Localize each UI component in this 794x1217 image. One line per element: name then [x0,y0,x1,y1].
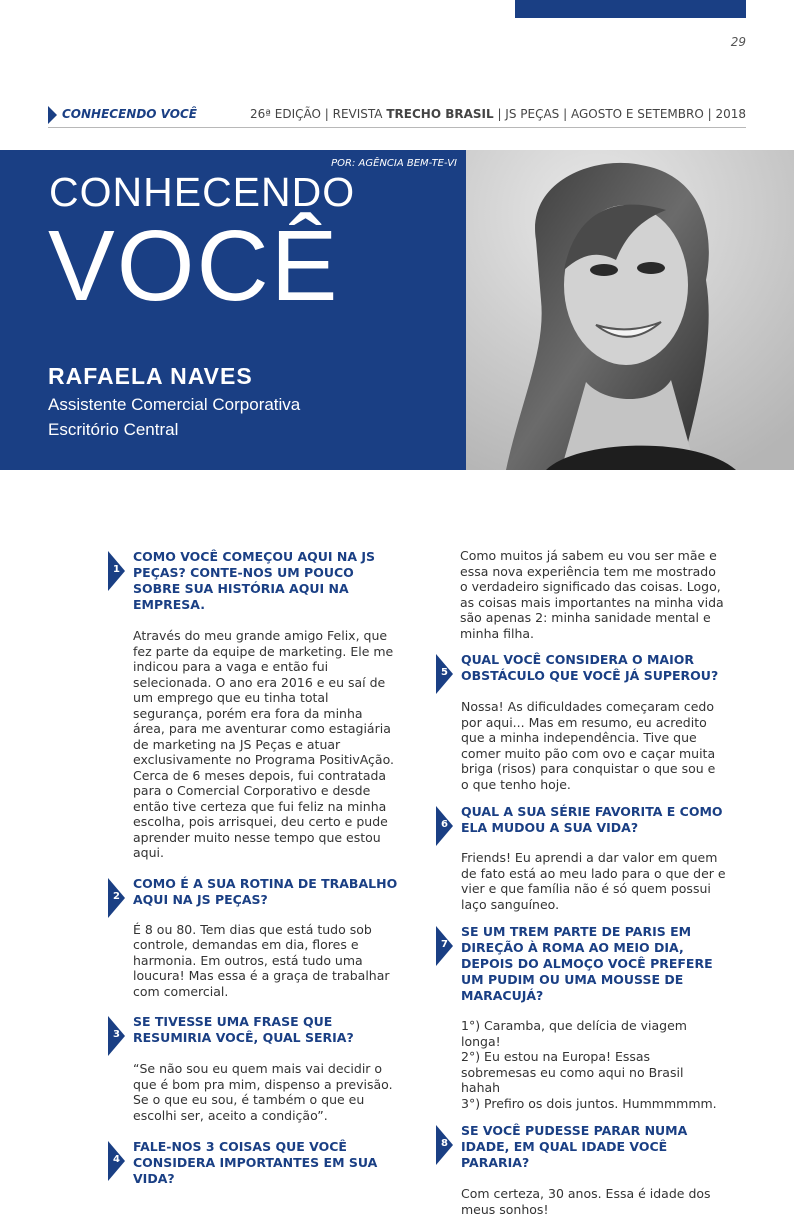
question-4: 4 FALE-NOS 3 COISAS QUE VOCÊ CONSIDERA IMPORTANTES EM SUA VIDA? [108,1139,398,1187]
edition-info: 26ª EDIÇÃO | REVISTA TRECHO BRASIL | JS PEÇAS | AGOSTO E SETEMBRO | 2018 [250,107,746,121]
answer-7-line: 3°) Prefiro os dois juntos. Hummmmmm. [461,1095,717,1111]
running-header [48,104,746,126]
answer-5: Nossa! As dificuldades começaram cedo por aqui... Mas em resumo, eu acredito que a minha independência. Tive que comer muito pão com ovo e caçar muita briga (risos) para conquistar o que sou e o que tenho hoje. [461,699,716,792]
question-8: 8 SE VOCÊ PUDESSE PARAR NUMA IDADE, EM QUAL IDADE VOCÊ PARARIA? [436,1123,726,1171]
author-credit: POR: AGÊNCIA BEM-TE-VI [331,158,457,169]
role-line-2: Escritório Central [48,420,179,439]
column-right [436,548,726,1217]
interviewee-name: RAFAELA NAVES [48,363,253,389]
answer-1: Através do meu grande amigo Felix, que fez parte da equipe de marketing. Ele me indicou para a vaga e então fui selecionada. O ano era 2016 e eu saí de um emprego que eu tinha total segurança, porém era fora da minha área, para me aventurar como estagiária de marketing na JS Peças e atuar exclusivamente no Programa PositivAção. Cerca de 6 meses depois, fui contratada para o Comercial Corporativo e desde então tive certeza que fui feliz na minha escolha, pois arrisquei, deu certo e pude aprender muito nesse tempo que estou aqui. [133,628,394,860]
header-divider [48,127,746,128]
question-5: 5 QUAL VOCÊ CONSIDERA O MAIOR OBSTÁCULO QUE VOCÊ JÁ SUPEROU? [436,652,726,684]
page-number: 29 [730,35,746,49]
interviewee-role [48,392,300,442]
question-3: 3 SE TIVESSE UMA FRASE QUE RESUMIRIA VOCÊ, QUAL SERIA? [108,1014,398,1046]
column-left [108,549,398,1187]
top-accent-bar [515,0,746,18]
portrait-illustration [466,150,794,470]
answer-6: Friends! Eu aprendi a dar valor em quem de fato está ao meu lado para o que der e vier e que família não é só quem possui laço sanguíneo. [461,850,726,912]
role-line-1: Assistente Comercial Corporativa [48,395,301,414]
answer-7 [436,1018,726,1111]
title-line-1: CONHECENDO [49,169,356,215]
portrait-photo [466,150,794,470]
answer-4: Como muitos já sabem eu vou ser mãe e essa nova experiência tem me mostrado o verdadeiro significado das coisas. Logo, as coisas mais importantes na minha vida são apenas 2: minha sanidade mental e minha filha. [460,548,724,641]
question-2: 2 COMO É A SUA ROTINA DE TRABALHO AQUI NA JS PEÇAS? [108,876,398,908]
section-label: CONHECENDO VOCÊ [62,107,197,121]
question-6: 6 QUAL A SUA SÉRIE FAVORITA E COMO ELA MUDOU A SUA VIDA? [436,804,726,836]
answer-8: Com certeza, 30 anos. Essa é idade dos meus sonhos! [461,1186,711,1217]
section-arrow-icon [48,106,57,124]
answer-3: “Se não sou eu quem mais vai decidir o que é bom pra mim, dispenso a previsão. Se o que eu sou, é também o que eu escolhi ser, aceito a condição”. [133,1061,393,1123]
title-line-2: VOCÊ [48,210,340,322]
question-1: 1 COMO VOCÊ COMEÇOU AQUI NA JS PEÇAS? CONTE-NOS UM POUCO SOBRE SUA HISTÓRIA AQUI NA EMPRESA. [108,549,398,613]
answer-2: É 8 ou 80. Tem dias que está tudo sob controle, demandas em dia, flores e harmonia. Em outros, está tudo uma loucura! Mas essa é a graça de trabalhar com comercial. [133,921,390,999]
answer-7-line: 2°) Eu estou na Europa! Essas sobremesas eu como aqui no Brasil hahah [461,1049,684,1095]
answer-7-line: 1°) Caramba, que delícia de viagem longa! [461,1018,687,1049]
question-7: 7 SE UM TREM PARTE DE PARIS EM DIREÇÃO À ROMA AO MEIO DIA, DEPOIS DO ALMOÇO VOCÊ PREFERE UM PUDIM OU UMA MOUSSE DE MARACUJÁ? [436,924,726,1004]
hero-panel [0,150,466,470]
